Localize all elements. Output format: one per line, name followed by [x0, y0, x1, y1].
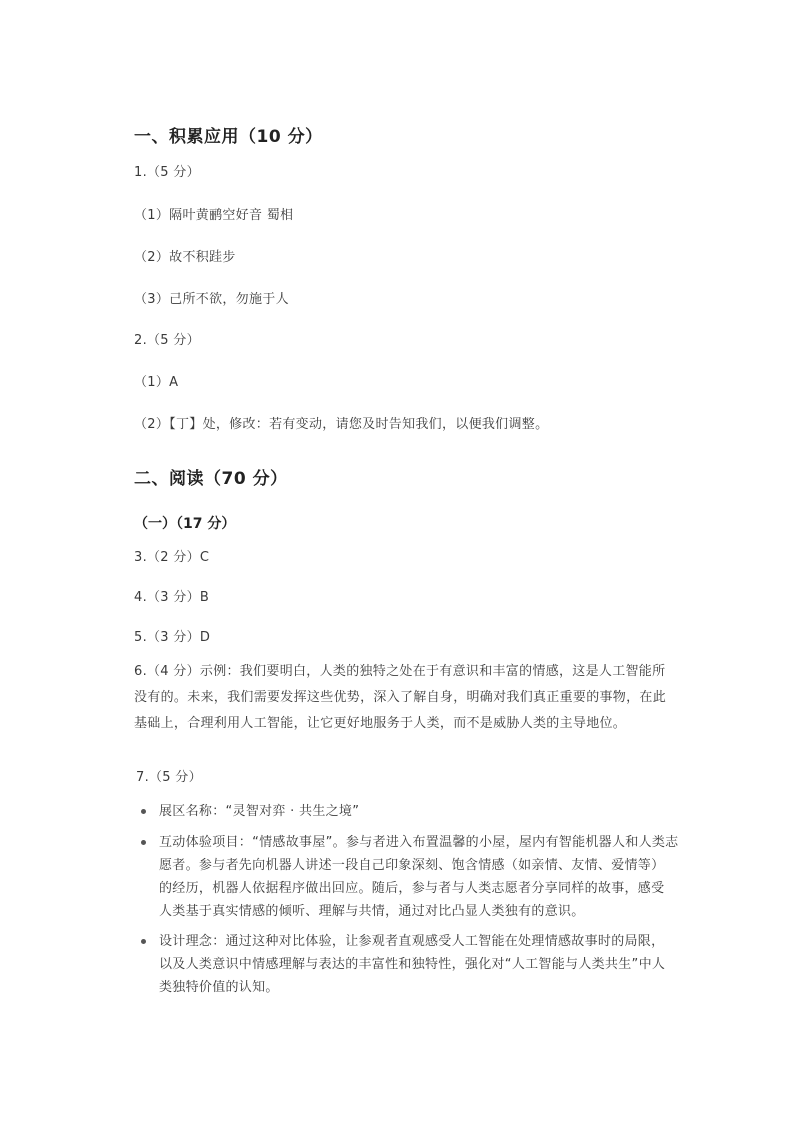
question-1-item-2: （2）故不积跬步	[134, 250, 236, 265]
part-1-heading: （一）（17 分）	[134, 516, 236, 532]
question-6-line-2: 没有的。未来，我们需要发挥这些优势，深入了解自身，明确对我们真正重要的事物，在此	[134, 690, 667, 705]
bullet-line: 的经历，机器人依据程序做出回应。随后，参与者与人类志愿者分享同样的故事，感受	[159, 881, 665, 896]
bullet-line: 以及人类意识中情感理解与表达的丰富性和独特性，强化对“人工智能与人类共生”中人	[159, 957, 666, 972]
q7-bullet-design-concept	[159, 930, 665, 999]
bullet-line: 人类基于真实情感的倾听、理解与共情，通过对比凸显人类独有的意识。	[159, 904, 585, 919]
question-1-item-3: （3）己所不欲，勿施于人	[134, 292, 289, 307]
bullet-dot	[141, 939, 146, 944]
bullet-dot	[141, 809, 146, 814]
section-heading-accumulation: 一、积累应用（10 分）	[134, 127, 323, 147]
bullet-line: 类独特价值的认知。	[159, 980, 279, 995]
question-2-label: 2.（5 分）	[134, 333, 200, 348]
q7-bullet-interactive-project	[159, 831, 678, 923]
q7-bullet-exhibit-name	[159, 800, 359, 823]
question-1-item-1: （1）隔叶黄鹂空好音 蜀相	[134, 208, 294, 223]
question-6-answer	[134, 659, 666, 737]
question-4-answer: 4.（3 分）B	[134, 590, 210, 605]
bullet-dot	[141, 840, 146, 845]
bullet-line: 设计理念：通过这种对比体验，让参观者直观感受人工智能在处理情感故事时的局限，	[159, 934, 665, 949]
question-5-answer: 5.（3 分）D	[134, 630, 211, 645]
bullet-line: 展区名称：“灵智对弈 · 共生之境”	[159, 804, 360, 819]
question-3-answer: 3.（2 分）C	[134, 550, 210, 565]
bullet-line: 互动体验项目：“情感故事屋”。参与者进入布置温馨的小屋，屋内有智能机器人和人类志	[159, 835, 679, 850]
question-6-line-1: 6.（4 分）示例：我们要明白，人类的独特之处在于有意识和丰富的情感，这是人工智能所	[134, 664, 666, 679]
question-6-line-3: 基础上，合理利用人工智能，让它更好地服务于人类，而不是威胁人类的主导地位。	[134, 716, 627, 731]
question-1-label: 1.（5 分）	[134, 165, 200, 180]
section-heading-reading: 二、阅读（70 分）	[134, 469, 288, 489]
question-2-item-1: （1）A	[134, 375, 179, 390]
question-7-label: 7.（5 分）	[136, 770, 202, 785]
question-2-item-2: （2）【丁】处，修改：若有变动，请您及时告知我们，以便我们调整。	[134, 417, 549, 432]
bullet-line: 愿者。参与者先向机器人讲述一段自己印象深刻、饱含情感（如亲情、友情、爱情等）	[159, 858, 665, 873]
